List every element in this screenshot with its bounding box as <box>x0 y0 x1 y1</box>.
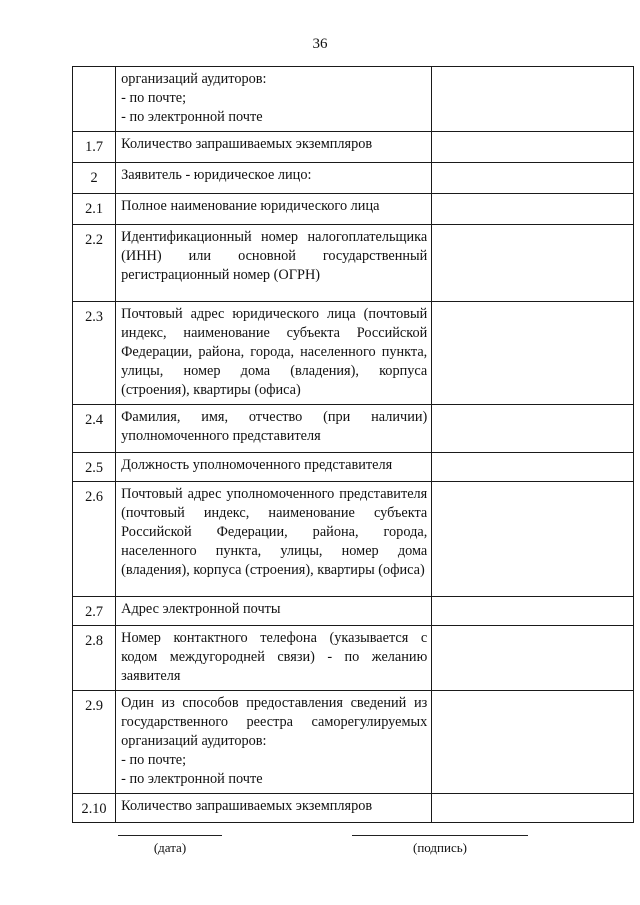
field-label-line: - по почте; <box>121 90 187 106</box>
field-label-line: - по электронной почте <box>121 771 263 787</box>
row-number: 2.5 <box>85 460 103 476</box>
row-number: 2.7 <box>85 604 103 620</box>
field-label-line: организаций аудиторов: <box>121 71 267 87</box>
table-row <box>73 453 634 482</box>
row-number: 2.4 <box>85 412 103 428</box>
field-label-line: Один из способов предоставления сведений из государственного реестра саморегулируемых организаций аудиторов: <box>121 695 428 749</box>
field-label: Номер контактного телефона (указывается с кодом междугородней связи) - по желанию заявителя <box>121 630 428 684</box>
field-value-cell[interactable] <box>432 194 634 225</box>
field-value-cell[interactable] <box>432 405 634 453</box>
field-label-cell <box>116 194 432 225</box>
field-label-cell <box>116 302 432 405</box>
field-label-cell <box>116 794 432 823</box>
row-number-cell <box>73 163 116 194</box>
table-row <box>73 225 634 302</box>
field-label-cell <box>116 405 432 453</box>
field-value-cell[interactable] <box>432 302 634 405</box>
page-number: 36 <box>312 36 328 52</box>
field-label-cell <box>116 453 432 482</box>
field-value-cell[interactable] <box>432 225 634 302</box>
table-row <box>73 194 634 225</box>
field-label-cell <box>116 482 432 597</box>
field-label: Количество запрашиваемых экземпляров <box>121 136 373 152</box>
field-label-cell <box>116 597 432 626</box>
row-number: 2.6 <box>85 489 103 505</box>
field-label-cell <box>116 132 432 163</box>
row-number: 2.10 <box>81 801 107 817</box>
field-value-cell[interactable] <box>432 691 634 794</box>
table-row <box>73 405 634 453</box>
field-label: Идентификационный номер налогоплательщика (ИНН) или основной государственный регистрационный номер (ОГРН) <box>121 229 428 283</box>
field-label-cell <box>116 626 432 691</box>
date-line <box>118 835 222 836</box>
row-number <box>73 67 115 76</box>
field-value-cell[interactable] <box>432 794 634 823</box>
row-number: 2.9 <box>85 698 103 714</box>
application-form-table <box>72 66 634 823</box>
field-value-cell[interactable] <box>432 67 634 132</box>
row-number-cell <box>73 67 116 132</box>
table-row <box>73 67 634 132</box>
row-number-cell <box>73 626 116 691</box>
field-label: Количество запрашиваемых экземпляров <box>121 798 373 814</box>
signature-label: (подпись) <box>413 840 467 855</box>
row-number-cell <box>73 691 116 794</box>
signature-line <box>352 835 528 836</box>
table-row <box>73 691 634 794</box>
table-row <box>73 302 634 405</box>
field-label: Почтовый адрес уполномоченного представителя (почтовый индекс, наименование субъекта Российской Федерации, района, города, населенного пункта, улицы, номер дома (владения), корпуса (строения), квартиры (офиса) <box>121 486 428 578</box>
row-number-cell <box>73 194 116 225</box>
field-value-cell[interactable] <box>432 482 634 597</box>
field-value-cell[interactable] <box>432 597 634 626</box>
row-number: 2.8 <box>85 633 103 649</box>
date-label: (дата) <box>153 840 187 855</box>
row-number: 2.2 <box>85 232 103 248</box>
field-label: Полное наименование юридического лица <box>121 198 380 214</box>
field-value-cell[interactable] <box>432 163 634 194</box>
field-label-cell <box>116 225 432 302</box>
row-number-cell <box>73 405 116 453</box>
row-number: 1.7 <box>85 139 103 155</box>
field-label: Фамилия, имя, отчество (при наличии) уполномоченного представителя <box>121 409 428 444</box>
field-label-cell <box>116 691 432 794</box>
field-value-cell[interactable] <box>432 132 634 163</box>
table-row <box>73 597 634 626</box>
field-label: Заявитель - юридическое лицо: <box>121 167 312 183</box>
row-number-cell <box>73 302 116 405</box>
field-label-cell <box>116 163 432 194</box>
row-number-cell <box>73 453 116 482</box>
table-row <box>73 132 634 163</box>
row-number-cell <box>73 794 116 823</box>
field-label: Почтовый адрес юридического лица (почтовый индекс, наименование субъекта Российской Федерации, района, города, населенного пункта, улицы, номер дома (владения), корпуса (строения), квартиры (офиса) <box>121 306 428 398</box>
row-number: 2 <box>90 170 98 186</box>
field-value-cell[interactable] <box>432 626 634 691</box>
row-number: 2.3 <box>85 309 103 325</box>
row-number-cell <box>73 132 116 163</box>
table-row <box>73 626 634 691</box>
field-label-cell <box>116 67 432 132</box>
field-label-line: - по электронной почте <box>121 109 263 125</box>
field-value-cell[interactable] <box>432 453 634 482</box>
row-number-cell <box>73 482 116 597</box>
table-row <box>73 163 634 194</box>
field-label-line: - по почте; <box>121 752 187 768</box>
table-row <box>73 482 634 597</box>
field-label: Должность уполномоченного представителя <box>121 457 393 473</box>
table-row <box>73 794 634 823</box>
row-number-cell <box>73 597 116 626</box>
row-number-cell <box>73 225 116 302</box>
row-number: 2.1 <box>85 201 103 217</box>
field-label: Адрес электронной почты <box>121 601 281 617</box>
